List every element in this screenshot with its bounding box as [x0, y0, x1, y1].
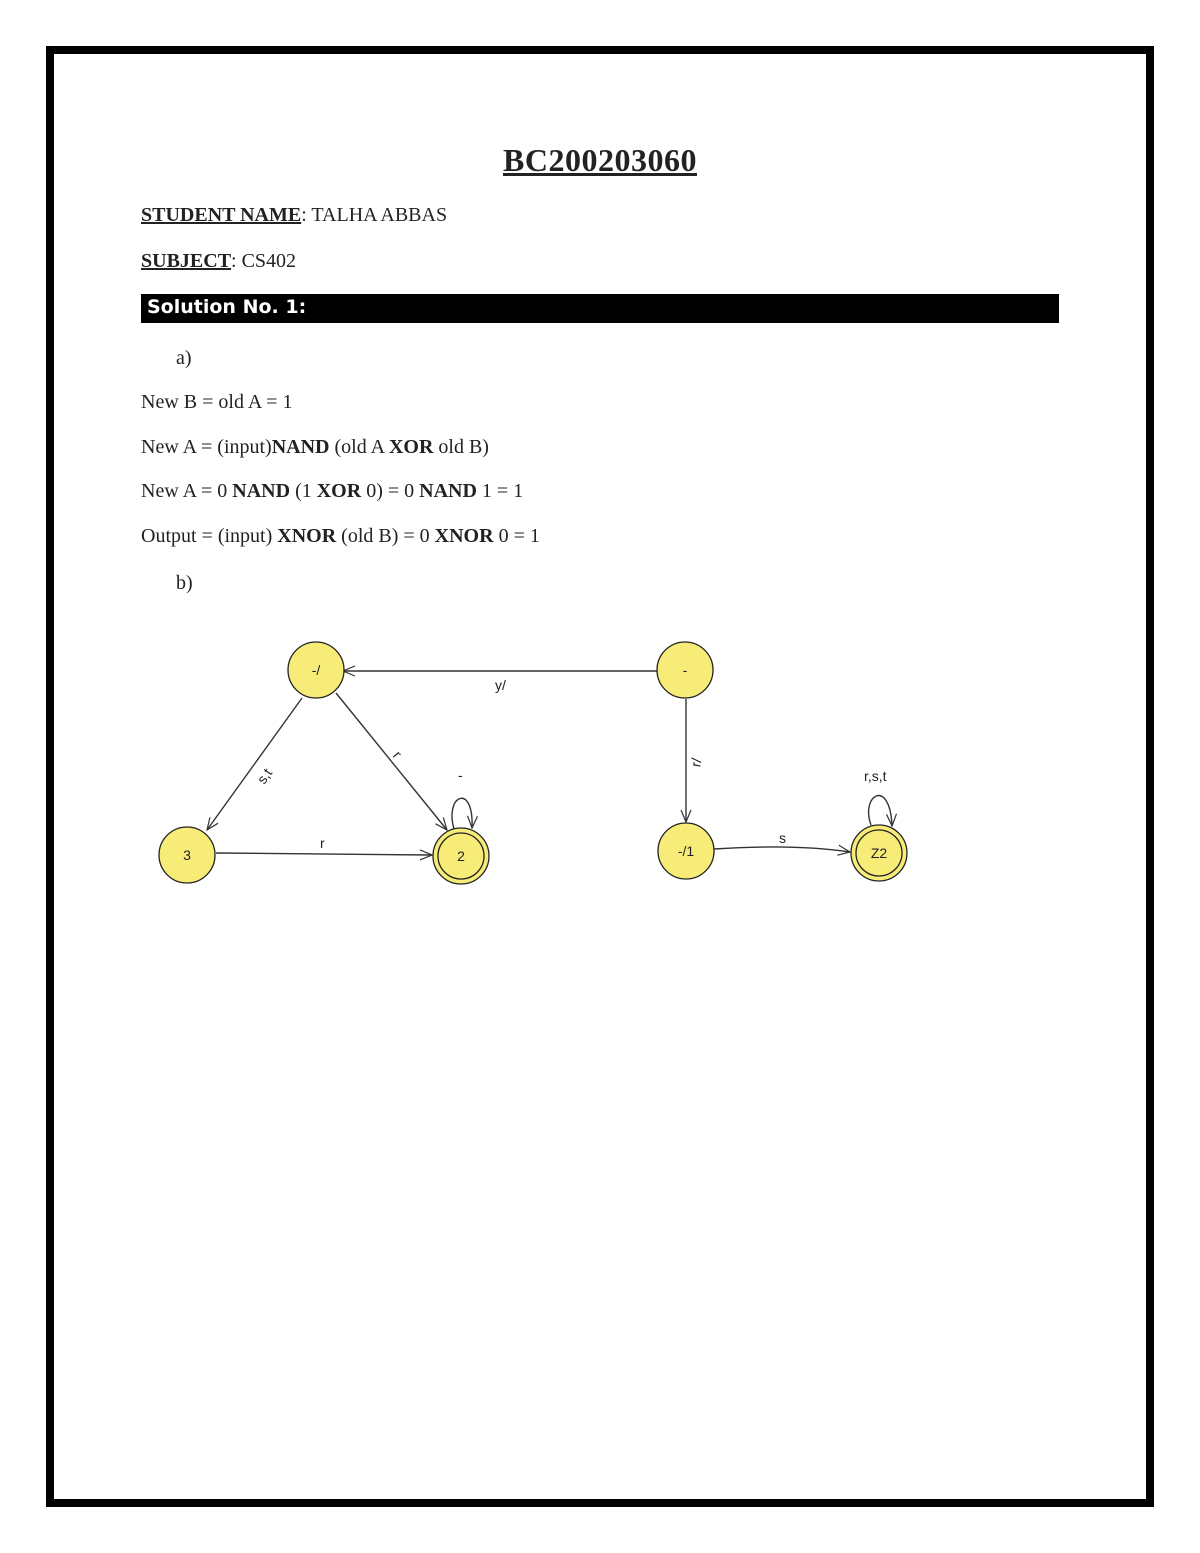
text-run: (1 — [290, 480, 317, 502]
state-label-r1: -/1 — [677, 843, 695, 859]
state-label-top-right: - — [682, 662, 688, 678]
operator-nand: NAND — [419, 480, 477, 502]
edge-label-3-to-2: r — [320, 835, 325, 851]
edge-label-z2-loop: r,s,t — [864, 768, 887, 784]
edge-z2-self-loop — [869, 796, 892, 826]
edge-label-r1-to-z2: s — [779, 830, 786, 846]
subject-label: SUBJECT — [141, 250, 232, 272]
operator-nand: NAND — [271, 436, 330, 458]
student-name-label: STUDENT NAME — [141, 204, 302, 226]
part-b-marker: b) — [176, 572, 193, 594]
state-label-z2: Z2 — [870, 845, 888, 861]
colon: : — [301, 204, 312, 226]
operator-xnor: XNOR — [277, 525, 337, 547]
part-a-line-1: New B = old A = 1 — [141, 391, 293, 413]
operator-xor: XOR — [388, 436, 434, 458]
edge-topleft-to-3 — [207, 698, 302, 830]
text-run: New A = 0 — [141, 480, 233, 502]
operator-nand: NAND — [232, 480, 291, 502]
text-run: old B) — [433, 436, 489, 458]
operator-xnor: XNOR — [434, 525, 494, 547]
edge-2-self-loop — [452, 798, 472, 829]
text-run: (old B) = 0 — [336, 525, 435, 547]
text-run: 0 = 1 — [493, 525, 540, 547]
edge-label-right-to-left-top: y/ — [495, 677, 506, 693]
operator-xor: XOR — [316, 480, 362, 502]
text-run: 1 = 1 — [476, 480, 524, 502]
edge-label-2-loop: - — [458, 767, 463, 783]
student-name-value: TALHA ABBAS — [311, 204, 448, 226]
text-run: Output = (input) — [141, 525, 278, 547]
text-run: (old A — [329, 436, 389, 458]
state-label-top-left: -/ — [311, 662, 321, 678]
edge-label-right-down: r/ — [687, 756, 705, 769]
state-label-2: 2 — [457, 848, 465, 864]
edge-label-topleft-to-2: r — [389, 747, 406, 762]
text-run: New A = (input) — [141, 436, 272, 458]
text-run: 0) = 0 — [361, 480, 420, 502]
edge-label-topleft-to-3: s,t — [253, 765, 276, 787]
section-heading: Solution No. 1: — [147, 296, 307, 318]
edge-r1-to-z2 — [714, 847, 850, 852]
state-label-3: 3 — [183, 847, 191, 863]
subject-value: CS402 — [241, 250, 297, 272]
colon: : — [231, 250, 242, 272]
document-title: BC200203060 — [503, 142, 697, 178]
edge-3-to-2 — [216, 853, 432, 855]
part-a-marker: a) — [176, 347, 192, 369]
edge-topleft-to-2 — [336, 693, 447, 830]
